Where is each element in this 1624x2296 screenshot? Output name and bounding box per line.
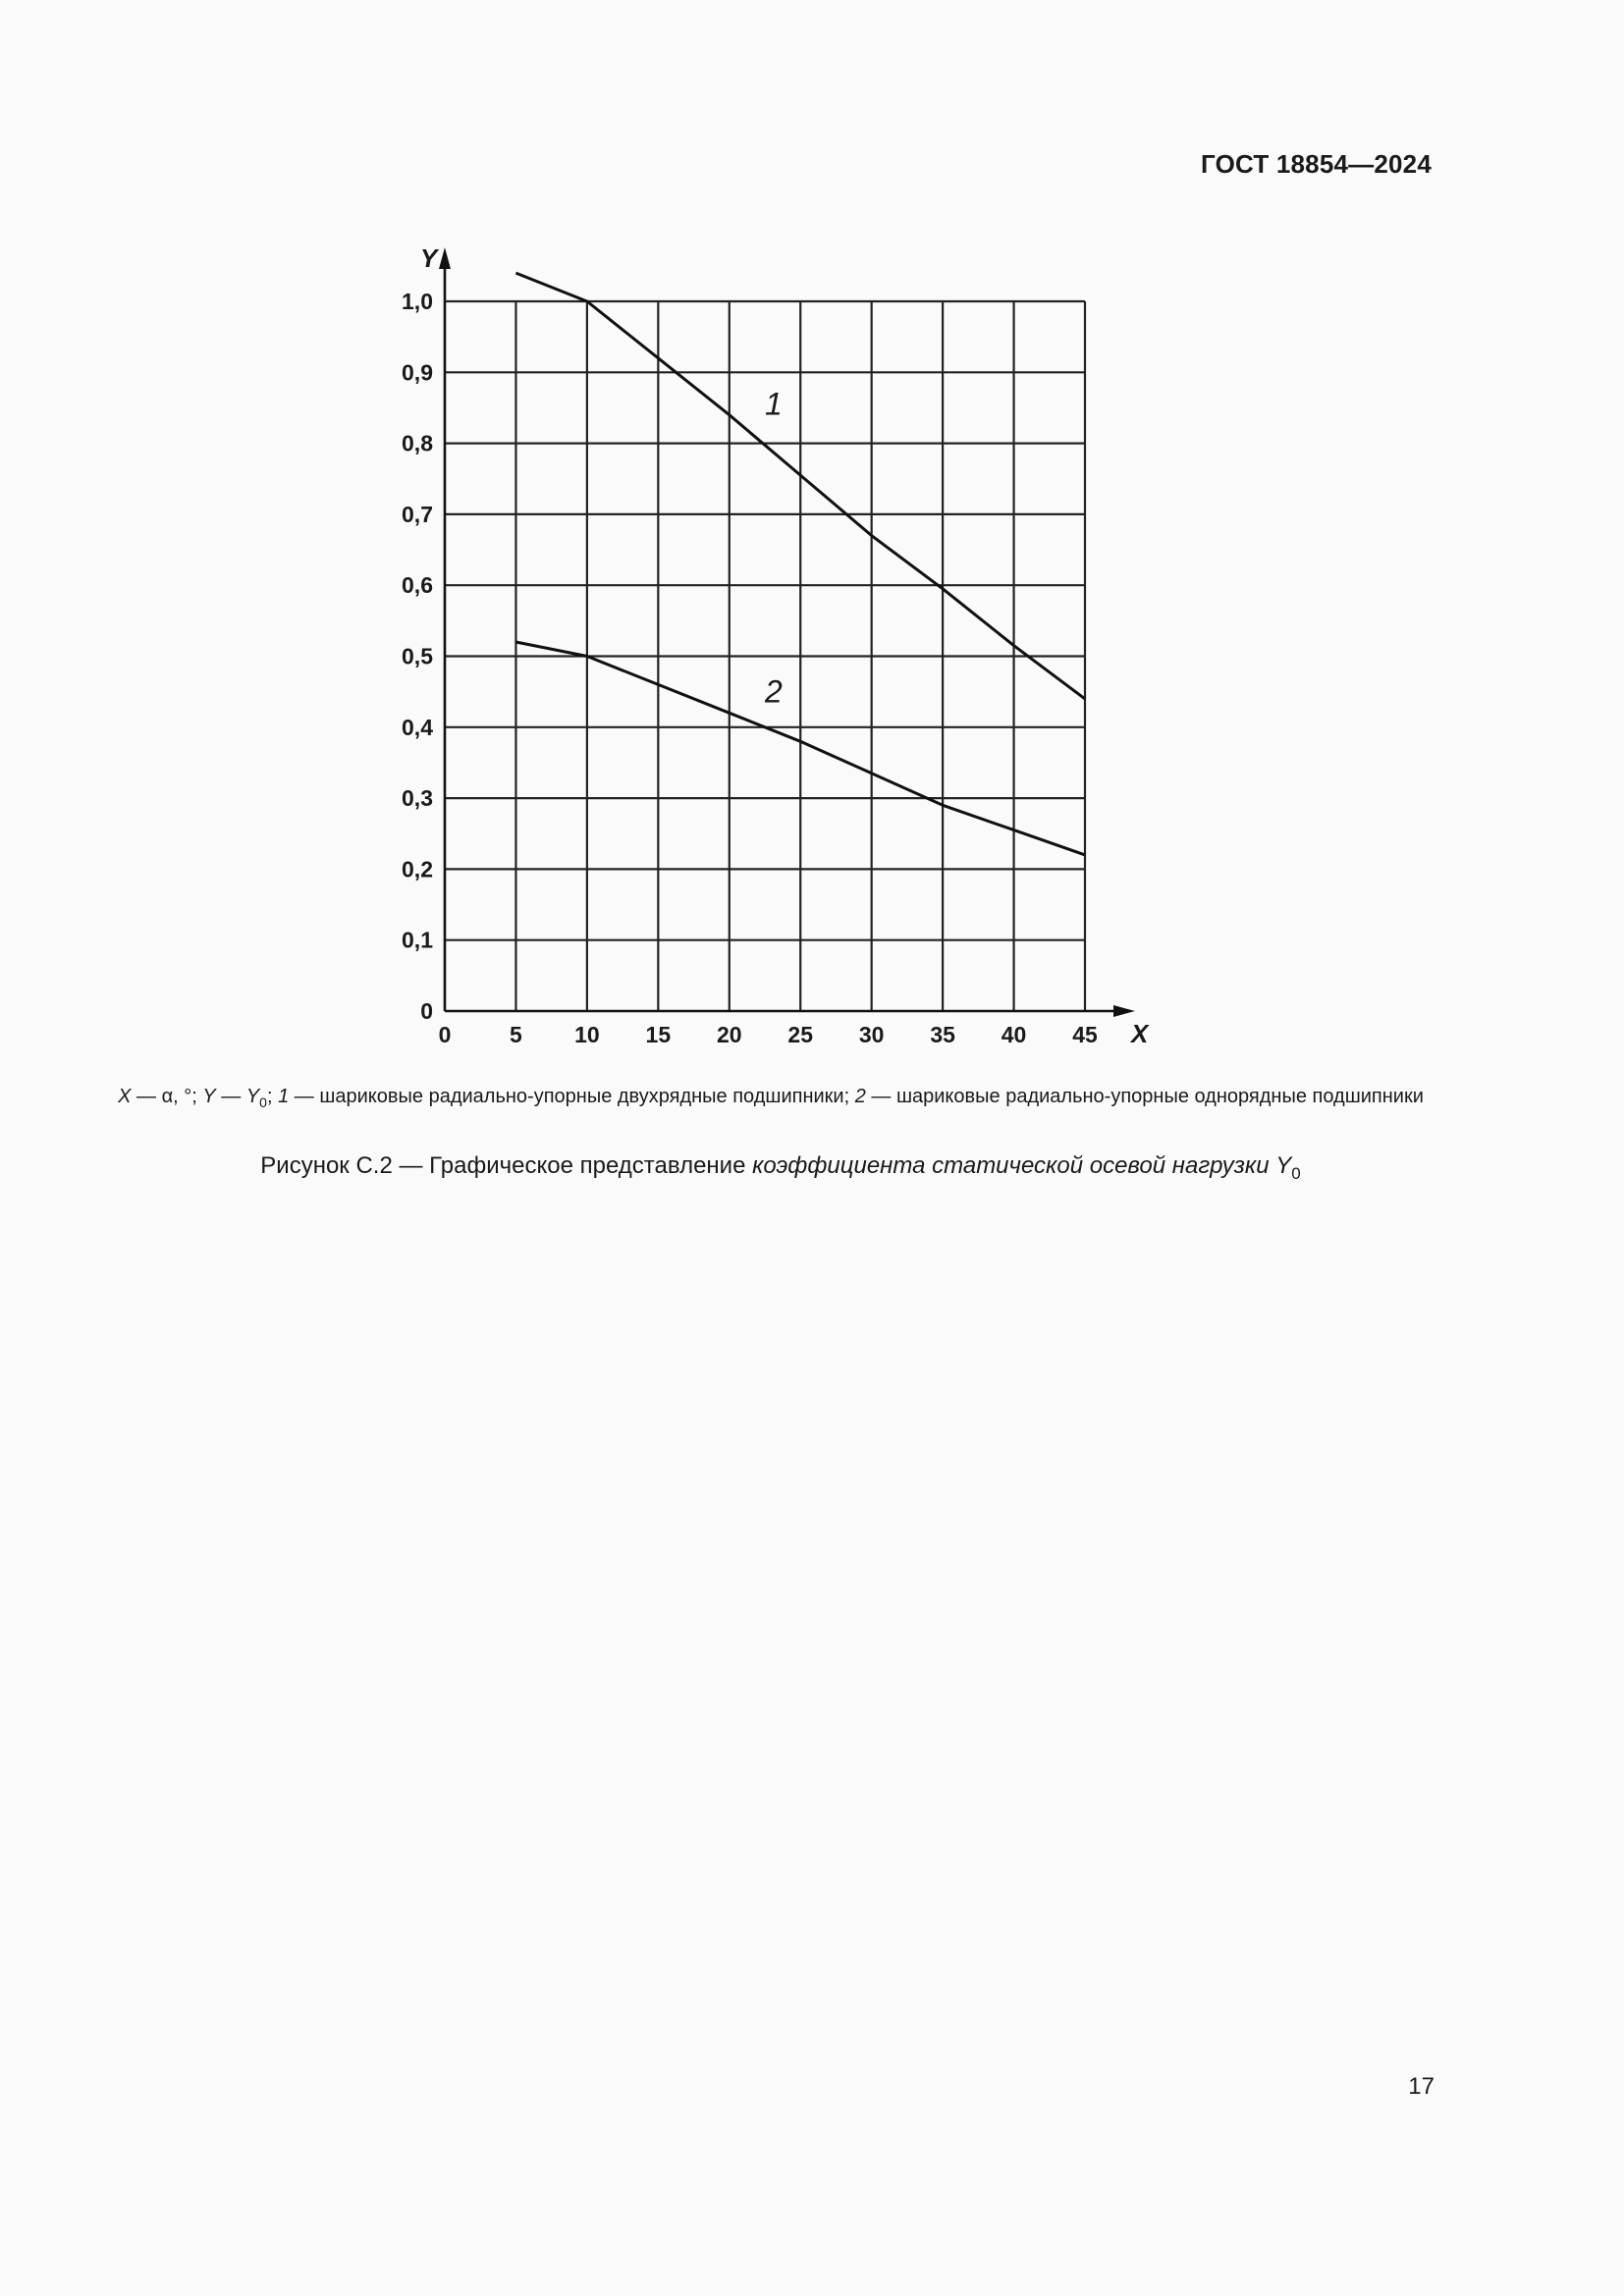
y-tick-label: 0,6	[402, 572, 433, 599]
legend-y0-subscript: 0	[259, 1095, 267, 1110]
x-tick-label: 25	[787, 1022, 814, 1047]
figure-legend: X — α, °; Y — $Y_0$; 1 — шариковые радиально-упорные двухрядные подшипники; 2 — шариковые радиально-упорные однорядные подшипники	[118, 1086, 1424, 1110]
legend-y0-symbol: Y	[245, 1086, 260, 1107]
series-1-label: 1	[765, 386, 783, 422]
y-tick-label: 0,9	[402, 359, 433, 386]
y-tick-label: 0,2	[402, 856, 433, 882]
x-tick-label: 40	[1001, 1022, 1027, 1047]
legend-x-definition: — α, °;	[131, 1086, 203, 1107]
y-tick-label: 1,0	[402, 289, 433, 314]
y-tick-label: 0,5	[402, 643, 433, 669]
caption-prefix: Рисунок С.2 — Графическое представление	[260, 1152, 753, 1179]
x-tick-label: 35	[930, 1022, 955, 1047]
legend-y-symbol: Y	[202, 1086, 216, 1107]
document-code: ГОСТ 18854—2024	[1201, 149, 1432, 179]
legend-item-2-text: — шариковые радиально-упорные однорядные подшипники	[865, 1086, 1424, 1107]
legend-item-2-number: 2	[854, 1086, 866, 1107]
chart	[0, 0, 1624, 1080]
y-tick-label: 0,1	[402, 927, 433, 953]
x-tick-label: 0	[438, 1022, 452, 1047]
y-tick-label: 0,3	[402, 785, 433, 812]
legend-item-1-number: 1	[278, 1086, 290, 1107]
y-axis-arrow	[439, 247, 451, 269]
x-axis-label: X	[1131, 1019, 1149, 1048]
x-tick-label: 45	[1072, 1022, 1098, 1047]
y-tick-label: 0,4	[402, 714, 433, 740]
y-tick-label: 0,7	[402, 501, 433, 527]
x-tick-label: 30	[858, 1022, 885, 1047]
y-tick-label: 0	[420, 998, 433, 1024]
figure-caption	[128, 1152, 1434, 1184]
page-number: 17	[1408, 2073, 1435, 2100]
legend-y-definition: —	[215, 1086, 246, 1107]
legend-x-symbol: X	[118, 1086, 132, 1107]
legend-item-1-text: — шариковые радиально-упорные двухрядные подшипники;	[289, 1086, 855, 1107]
series-2-label: 2	[765, 673, 783, 710]
x-axis-arrow	[1113, 1005, 1135, 1017]
caption-symbol: Y	[1275, 1152, 1292, 1179]
x-tick-label: 15	[645, 1022, 672, 1047]
y-tick-label: 0,8	[402, 430, 433, 456]
y-axis-label: Y	[420, 243, 438, 273]
caption-italic: коэффициента статической осевой нагрузки	[752, 1152, 1276, 1179]
x-tick-label: 20	[716, 1022, 742, 1047]
x-tick-label: 5	[510, 1022, 522, 1047]
x-tick-label: 10	[574, 1022, 600, 1047]
tick-labels	[402, 289, 1098, 1047]
caption-symbol-subscript: 0	[1291, 1163, 1301, 1183]
